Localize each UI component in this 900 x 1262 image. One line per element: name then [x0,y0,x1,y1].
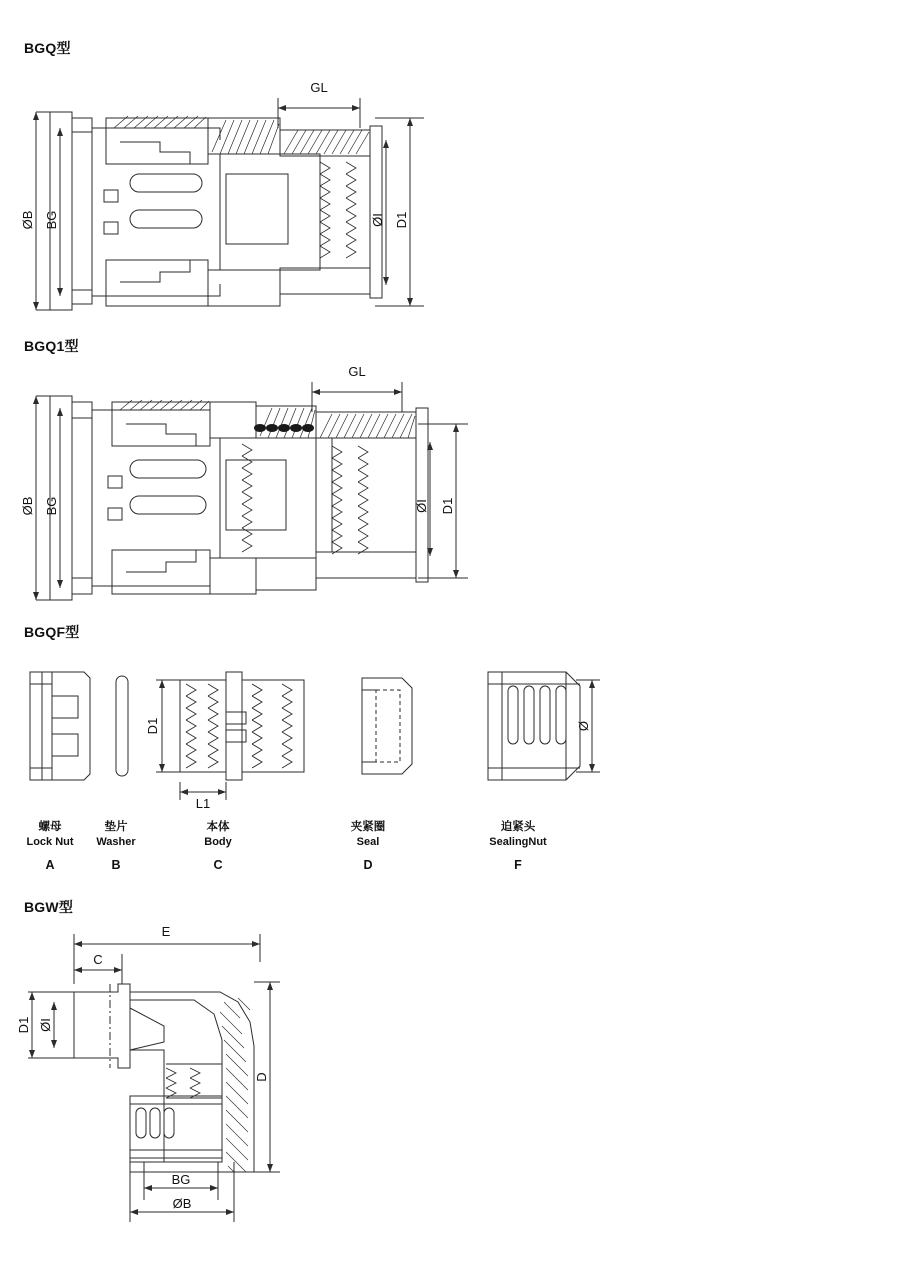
part-letter-d: D [363,858,373,872]
part-label-cn-b: 垫片 [104,821,128,833]
bgqf-drawing [20,650,640,820]
figure-bgqf [20,650,640,820]
section-title-bgq: BGQ型 [24,40,71,56]
bgq1-dim-d1: D1 [440,497,455,515]
part-letter-a: A [45,858,55,872]
bgw-dim-d1: D1 [16,1016,31,1034]
figure-bgw [14,922,334,1252]
bgqf-dim-o: Ø [576,720,591,732]
section-title-bgw: BGW型 [24,899,74,915]
bgqf-dim-d1: D1 [145,717,160,735]
bgw-dim-oi: ØI [38,1018,53,1032]
bgq-dim-oi: ØI [370,213,385,227]
part-label-en-c: Body [204,836,232,848]
bgq-dim-gl: GL [310,80,328,95]
part-label-en-f: SealingNut [489,836,547,848]
bgw-drawing [14,922,334,1252]
bgq-dim-ob: ØB [20,210,35,230]
part-label-cn-c: 本体 [206,821,230,833]
figure-bgq1 [20,366,520,616]
bgq-dim-d1: D1 [394,211,409,229]
bgq1-dim-gl: GL [348,366,366,379]
bgq1-dim-oi: ØI [414,499,429,513]
bgq1-drawing [20,366,520,616]
part-letter-b: B [111,858,121,872]
bgw-dim-ob: ØB [172,1196,192,1211]
part-label-cn-a: 螺母 [38,821,62,833]
bgq-drawing [20,70,480,320]
part-label-cn-d: 夹紧圈 [350,821,386,833]
bgq-dim-bg: BG [44,210,59,230]
figure-bgq [20,70,480,320]
part-letter-f: F [514,858,522,872]
part-label-en-b: Washer [96,836,136,848]
part-label-cn-f: 迫紧头 [500,821,536,833]
section-title-bgqf: BGQF型 [24,624,80,640]
bgq1-dim-bg: BG [44,496,59,516]
part-label-en-a: Lock Nut [26,836,74,848]
section-title-bgq1: BGQ1型 [24,338,79,354]
part-label-en-d: Seal [356,836,380,848]
bgqf-dim-l1: L1 [195,796,211,811]
part-letter-c: C [213,858,223,872]
bgw-dim-c: C [93,952,103,967]
bgw-dim-e: E [161,924,171,939]
bgw-dim-d: D [254,1072,269,1082]
bgw-dim-bg: BG [171,1172,191,1187]
bgq1-dim-ob: ØB [20,496,35,516]
